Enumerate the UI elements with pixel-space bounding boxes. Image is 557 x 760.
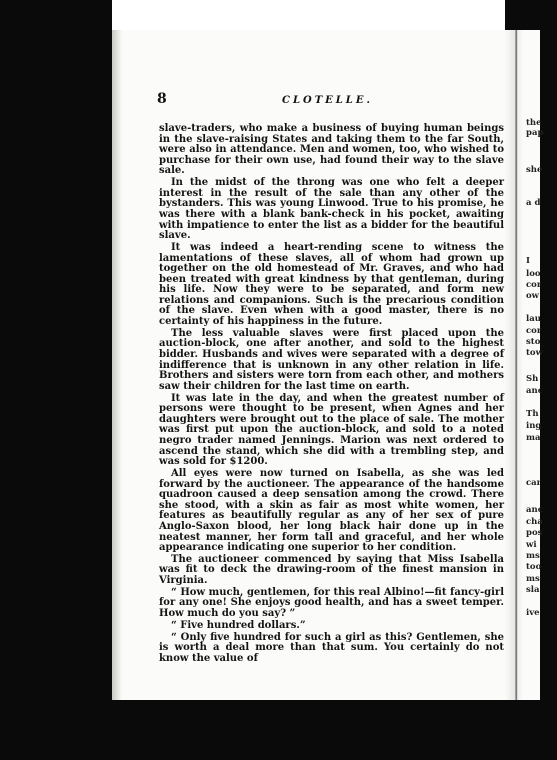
facing-page-fragment: [523, 30, 544, 700]
paragraph: “ Only five hundred for such a girl as this? Gentlemen, she is worth a deal more than that sum. You certainly do not know the value of: [159, 631, 504, 664]
page-binding-shadow: [112, 30, 122, 700]
facing-fragment: a d: [526, 198, 541, 208]
facing-fragment: sla: [526, 585, 540, 595]
paragraph: slave-traders, who make a business of buying human beings in the slave-raising States and taking them to the far South, were also in attendance. Men and women, too, who wished to purchase for their own use, had found their way to the slave sale.: [159, 123, 504, 177]
facing-fragment: anc: [526, 505, 543, 515]
facing-fragment: anc: [526, 386, 543, 396]
facing-fragment: ms: [526, 574, 540, 584]
facing-fragment: pos: [526, 528, 543, 538]
facing-fragment: sto: [526, 337, 541, 347]
facing-fragment: cor: [526, 280, 542, 290]
paragraph: The less valuable slaves were first placed upon the auction-block, one after another, and sold to the highest bidder. Husbands and wives were separated with a degree of indifference that is unknown in any other relation in life. Brothers and sisters were torn from each other, and mothers saw their children for the last time on earth.: [159, 327, 504, 392]
paragraph: “ Five hundred dollars.”: [171, 619, 306, 631]
facing-fragment: ive: [526, 608, 540, 618]
paragraph: The auctioneer commenced by saying that Miss Isabella was fit to deck the drawing-room of the finest mansion in Virginia.: [159, 553, 504, 587]
facing-fragment: pap: [526, 128, 544, 138]
facing-fragment: too: [526, 562, 542, 572]
facing-fragment: ow: [526, 291, 539, 301]
facing-fragment: wi: [526, 540, 537, 550]
facing-fragment: cha: [526, 517, 543, 527]
facing-fragment: lau: [526, 314, 541, 324]
facing-fragment: Th: [526, 409, 539, 419]
facing-fragment: she: [526, 165, 543, 175]
facing-fragment: ing: [526, 421, 542, 431]
page-number: 8: [157, 91, 167, 107]
paragraph: “ How much, gentlemen, for this real Albino!—fit fancy-girl for any one! She enjoys good health, and has a sweet temper. How much do you say? ”: [159, 586, 504, 620]
facing-fragment: tow: [526, 348, 543, 358]
paragraph: It was indeed a heart-rending scene to witness the lamentations of these slaves, all of whom had grown up together on the old homestead of Mr. Graves, and who had been treated with great kindness by that gentleman, during his life. Now they were to be separated, and form new relations and companions. Such is the precarious condition of the slave. Even when with a good master, there is no certainty of his happiness in the future.: [159, 241, 504, 328]
scanner-background-left: [0, 0, 112, 760]
facing-fragment: the: [526, 118, 542, 128]
facing-fragment: loo: [526, 269, 541, 279]
facing-fragment: ma: [526, 433, 541, 443]
paragraph: In the midst of the throng was one who felt a deeper interest in the result of the sale than any other of the bystanders. This was young Linwood. True to his promise, he was there with a blank bank-check in his pocket, awaiting with impatience to enter the list as a bidder for the beautiful slave.: [159, 177, 504, 242]
paragraph: It was late in the day, and when the greatest number of persons were thought to be present, when Agnes and her daughters were brought out to the place of sale. The mother was first put upon the auction-block, and sold to a noted negro trader named Jennings. Marion was next ordered to ascend the stand, which she did with a trembling step, and was sold for $1200.: [159, 392, 504, 468]
facing-fragment: cor: [526, 326, 542, 336]
page-gutter: [505, 30, 523, 700]
paragraph: All eyes were now turned on Isabella, as she was led forward by the auctioneer. The appearance of the handsome quadroon caused a deep sensation among the crowd. There she stood, with a skin as fair as most white women, her features as beautifully regular as any of her sex of pure Anglo-Saxon blood, her long black hair done up in the neatest manner, her form tall and graceful, and her whole appearance indicating one superior to her condition.: [159, 467, 504, 554]
scanner-background-bottom: [0, 700, 557, 760]
facing-fragment: Sh: [526, 374, 539, 384]
scanner-background-top-right: [505, 0, 557, 30]
running-head: CLOTELLE.: [282, 95, 373, 106]
facing-fragment: car: [526, 478, 542, 488]
facing-fragment: I: [526, 256, 530, 266]
body-text: [159, 124, 504, 664]
facing-fragment: ms: [526, 551, 540, 561]
